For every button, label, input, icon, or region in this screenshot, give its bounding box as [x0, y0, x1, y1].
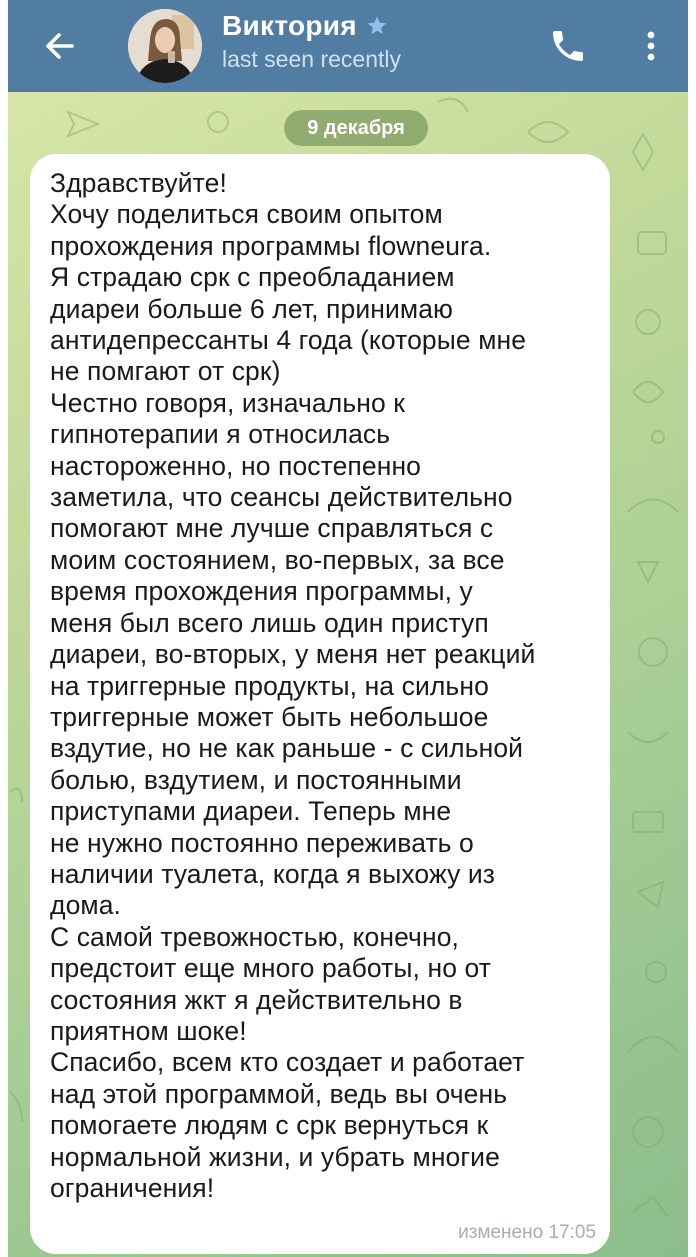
more-vertical-icon: [636, 26, 666, 66]
message-meta: [458, 1222, 596, 1244]
message-line: антидепрессанты 4 года (которые мне: [50, 325, 527, 356]
message-line: Хочу поделиться своим опытом: [50, 199, 443, 230]
message-line: болью, вздутием, и постоянными: [50, 764, 462, 795]
more-options-button[interactable]: [636, 26, 666, 66]
edited-label: изменено: [458, 1222, 544, 1243]
message-line: состояния жкт я действительно в: [50, 984, 463, 1015]
message-line: вздутие, но не как раньше - с сильной: [50, 733, 524, 764]
message-line: гипнотерапии я относилась: [50, 419, 391, 450]
message-bubble[interactable]: [30, 154, 610, 1254]
avatar[interactable]: [128, 9, 202, 83]
message-line: Честно говоря, изначально к: [50, 387, 405, 418]
message-line: наличии туалета, когда я выхожу из: [50, 858, 496, 889]
call-button[interactable]: [548, 26, 588, 66]
message-line: диареи, во-вторых, у меня нет реакций: [50, 639, 536, 670]
message-line: Я страдаю срк с преобладанием: [50, 262, 455, 293]
date-separator: 9 декабря: [284, 110, 428, 146]
phone-icon: [548, 26, 588, 66]
message-line: не нужно постоянно переживать о: [50, 827, 474, 858]
message-line: не помгают от срк): [50, 356, 281, 387]
message-line: ограничения!: [50, 1173, 215, 1203]
message-line: Здравствуйте!: [50, 168, 227, 198]
message-line: предстоит еще много работы, но от: [50, 953, 492, 984]
message-line: прохождения программы flowneura.: [50, 230, 492, 261]
message-line: меня был всего лишь один приступ: [50, 607, 489, 638]
message-line: помогаете людям с срк вернуться к: [50, 1110, 489, 1141]
message-line: на триггерные продукты, на сильно: [50, 670, 489, 701]
message-line: приятном шоке!: [50, 1015, 247, 1046]
back-button[interactable]: [40, 26, 80, 66]
avatar-photo: [128, 9, 202, 83]
message-line: приступами диареи. Теперь мне: [50, 796, 452, 827]
message-time: 17:05: [548, 1222, 596, 1243]
chat-header: [8, 0, 688, 92]
message-line: диареи больше 6 лет, принимаю: [50, 293, 454, 324]
star-icon: [365, 14, 389, 38]
back-arrow-icon: [40, 26, 80, 66]
message-line: Спасибо, всем кто создает и работает: [50, 1047, 525, 1078]
message-line: нормальной жизни, и убрать многие: [50, 1141, 500, 1172]
message-line: моим состоянием, во-первых, за все: [50, 544, 505, 575]
message-line: над этой программой, ведь вы очень: [50, 1078, 508, 1109]
chat-area[interactable]: [8, 92, 688, 1257]
message-line: заметила, что сеансы действительно: [50, 482, 513, 513]
message-line: триггерные может быть небольшое: [50, 701, 489, 732]
contact-name: Виктория: [222, 10, 357, 41]
message-line: время прохождения программы, у: [50, 576, 473, 607]
message-line: С самой тревожностью, конечно,: [50, 921, 460, 952]
message-line: помогают мне лучше справляться с: [50, 513, 494, 544]
chat-title[interactable]: [222, 10, 401, 73]
last-seen-status: last seen recently: [222, 46, 401, 72]
message-line: настороженно, но постепенно: [50, 450, 422, 481]
message-line: дома.: [50, 890, 122, 921]
